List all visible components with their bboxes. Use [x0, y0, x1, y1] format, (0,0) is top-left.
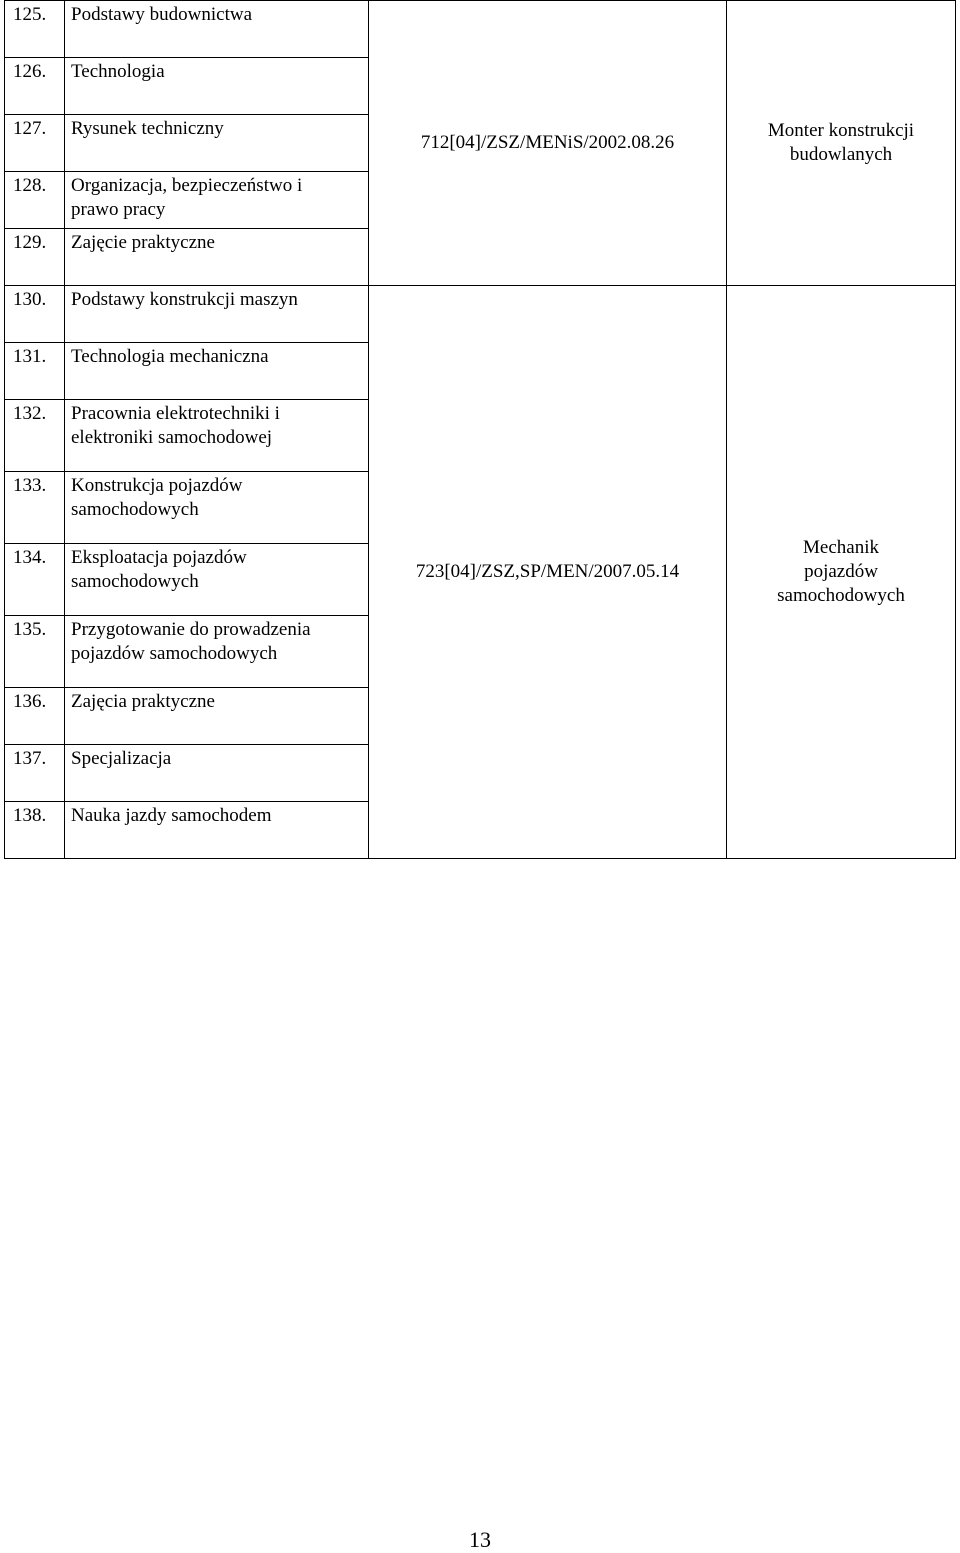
row-number: 138.: [5, 802, 65, 859]
table-row: [5, 286, 956, 343]
subject-name: Nauka jazdy samochodem: [65, 802, 369, 859]
row-number: 131.: [5, 343, 65, 400]
row-number: 125.: [5, 1, 65, 58]
program-code: 712[04]/ZSZ/MENiS/2002.08.26: [369, 1, 727, 286]
curriculum-table: [4, 0, 956, 859]
table-row: [5, 1, 956, 58]
subject-name: Zajęcia praktyczne: [65, 688, 369, 745]
row-number: 134.: [5, 544, 65, 616]
subject-name: Przygotowanie do prowadzenia pojazdów samochodowych: [65, 616, 369, 688]
subject-name: Eksploatacja pojazdów samochodowych: [65, 544, 369, 616]
row-number: 137.: [5, 745, 65, 802]
subject-name: Pracownia elektrotechniki i elektroniki samochodowej: [65, 400, 369, 472]
subject-name: Technologia mechaniczna: [65, 343, 369, 400]
row-number: 132.: [5, 400, 65, 472]
row-number: 136.: [5, 688, 65, 745]
subject-name: Zajęcie praktyczne: [65, 229, 369, 286]
row-number: 128.: [5, 172, 65, 229]
row-number: 133.: [5, 472, 65, 544]
row-number: 130.: [5, 286, 65, 343]
subject-name: Technologia: [65, 58, 369, 115]
subject-name: Podstawy budownictwa: [65, 1, 369, 58]
subject-name: Konstrukcja pojazdów samochodowych: [65, 472, 369, 544]
subject-name: Organizacja, bezpieczeństwo i prawo pracy: [65, 172, 369, 229]
page-number: 13: [469, 1527, 491, 1552]
program-code: 723[04]/ZSZ,SP/MEN/2007.05.14: [369, 286, 727, 859]
profession-name: Monter konstrukcji budowlanych: [727, 1, 956, 286]
subject-name: Podstawy konstrukcji maszyn: [65, 286, 369, 343]
profession-name: Mechanik pojazdów samochodowych: [727, 286, 956, 859]
subject-name: Specjalizacja: [65, 745, 369, 802]
subject-name: Rysunek techniczny: [65, 115, 369, 172]
row-number: 129.: [5, 229, 65, 286]
row-number: 126.: [5, 58, 65, 115]
row-number: 127.: [5, 115, 65, 172]
row-number: 135.: [5, 616, 65, 688]
